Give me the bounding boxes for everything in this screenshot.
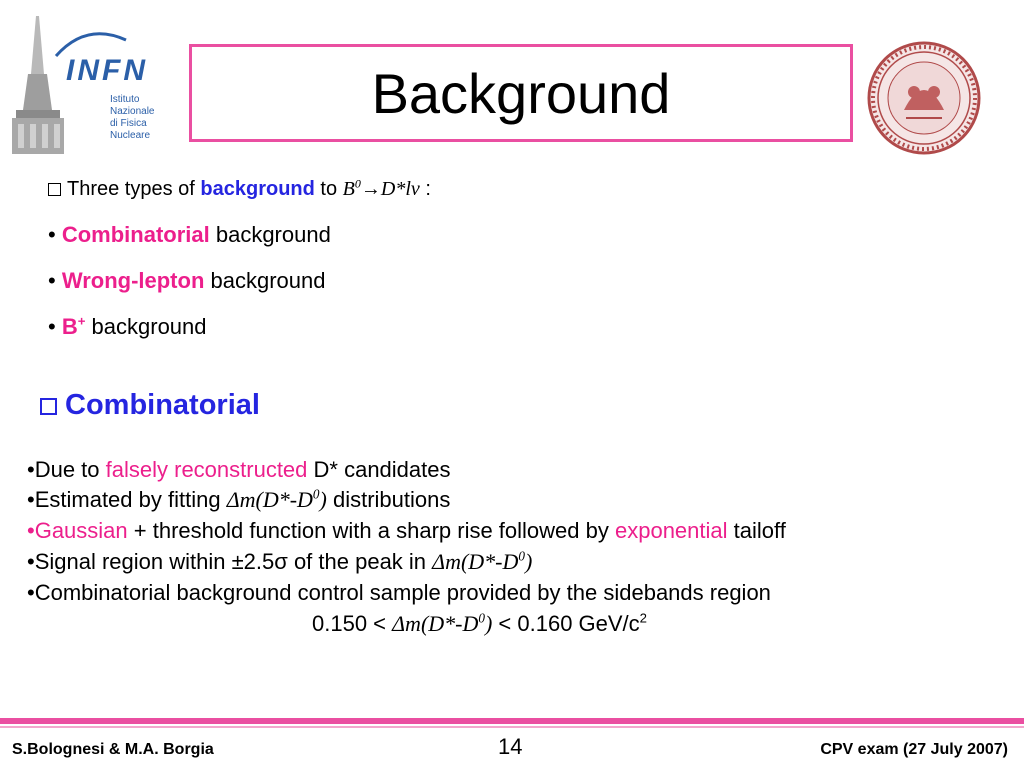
intro-highlight: background: [200, 178, 315, 200]
list-item: • B+ background: [48, 313, 207, 339]
infn-logo-text: INFN: [66, 54, 148, 87]
checkbox-bullet-icon: [40, 398, 57, 415]
point-2: •Estimated by fitting $\Delta m(D*-D^0)$ distributions: [27, 486, 451, 512]
point-3: •Gaussian + threshold function with a sharp rise followed by exponential tailoff: [27, 518, 786, 543]
point-1: •Due to falsely reconstructed D* candidates: [27, 457, 451, 482]
footer-divider-thin: [0, 726, 1024, 728]
point-4: •Signal region within ±2.5σ of the peak in $\Delta m(D*-D^0)$: [27, 548, 533, 574]
footer-authors: S.Bolognesi & M.A. Borgia: [12, 741, 214, 758]
list-item: • Combinatorial background: [48, 222, 331, 247]
section-title: Combinatorial: [40, 388, 260, 422]
decay-formula: $B^0\to D*l\nu$: [342, 176, 420, 200]
point-5: •Combinatorial background control sample provided by the sidebands region: [27, 580, 771, 605]
page-number: 14: [498, 734, 523, 759]
seal-emblem-icon: [866, 40, 982, 156]
list-item: • Wrong-lepton background: [48, 268, 326, 293]
intro-line: Three types of background to $B^0\to D*l\nu$ :: [48, 176, 431, 202]
infn-logo: [6, 14, 182, 156]
sideband-range: $0.150 < \Delta m(D*-D^0) < 0.160$ GeV/$c^2$: [312, 610, 648, 636]
infn-logo-subtitle: Istituto Nazionale di Fisica Nucleare: [110, 94, 155, 141]
university-seal: [866, 40, 982, 156]
title-box: [189, 44, 853, 142]
checkbox-bullet-icon: [48, 183, 61, 196]
footer-event: CPV exam (27 July 2007): [820, 741, 1008, 758]
slide-title: Background: [371, 61, 671, 125]
footer-divider: [0, 718, 1024, 724]
